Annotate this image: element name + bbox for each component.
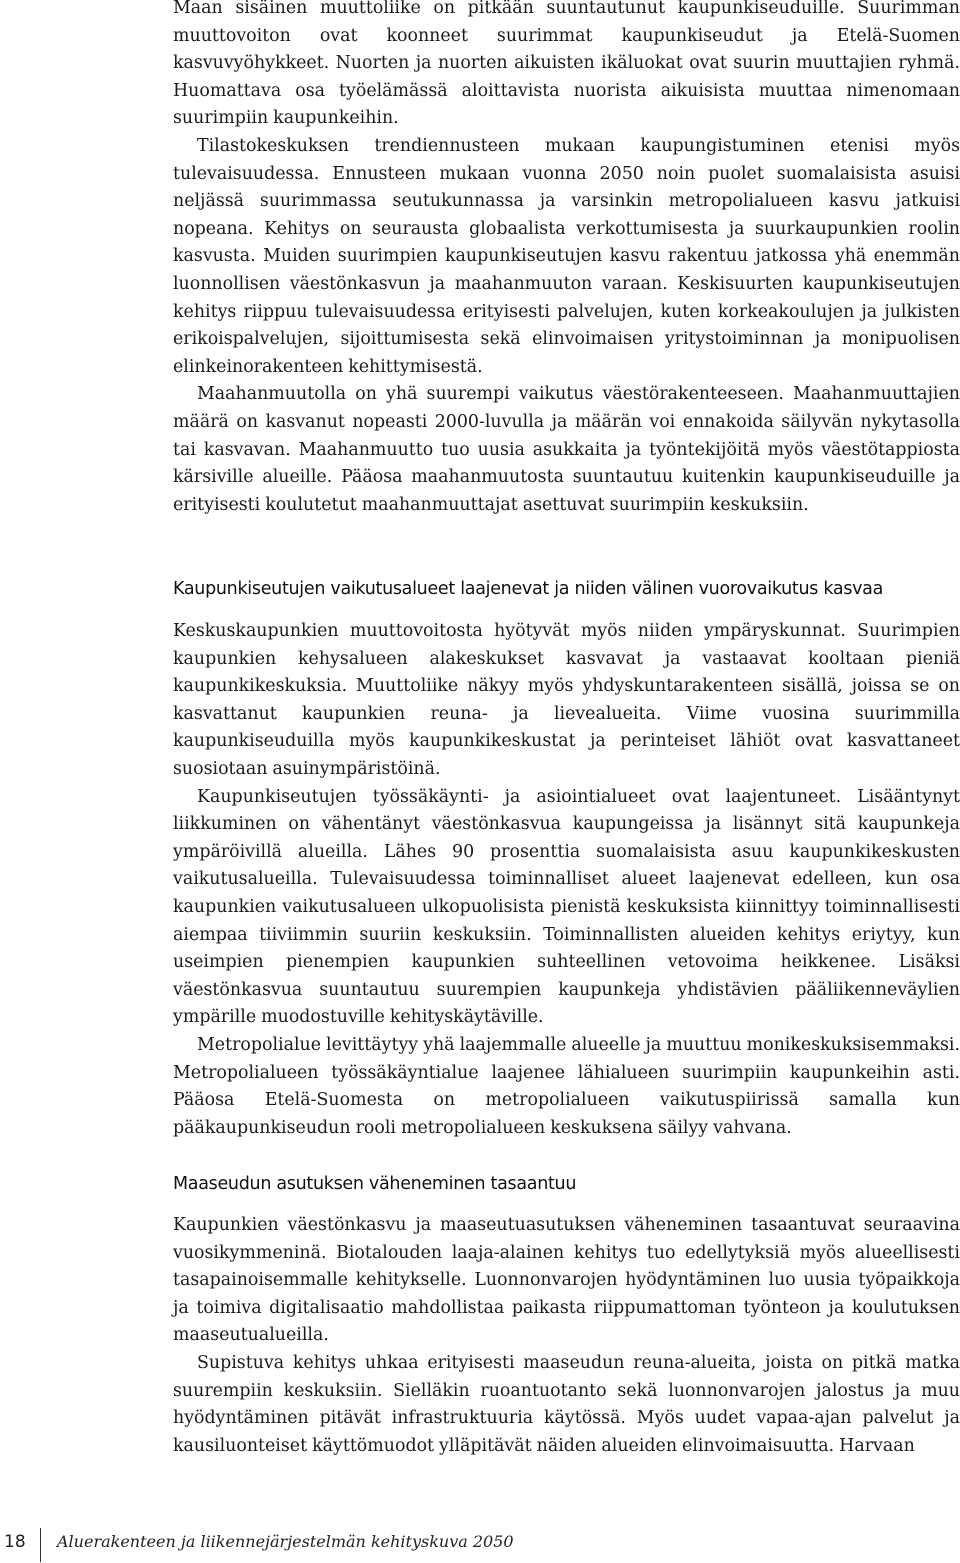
paragraph: Kaupunkien väestönkasvu ja maaseutuasutuksen väheneminen tasaantuvat seuraavina vuosikymmeninä. Biotalouden laaja-alainen kehitys tuo edellytyksiä myös alueellisesti tasapainoisemmalle kehitykselle. Luonnonvarojen hyödyntäminen luo uusia työpaikkoja ja toimiva digitalisaatio mahdollistaa paikasta riippumattoman työnteon ja koulutuksen maaseutualueilla. (173, 1215, 960, 1346)
footer-divider (40, 1528, 41, 1562)
section-1-body (173, 0, 960, 519)
paragraph: Tilastokeskuksen trendiennusteen mukaan kaupungistuminen etenisi myös tulevaisuudessa. Ennusteen mukaan vuonna 2050 noin puolet suomalaisista asuisi neljässä suurimmassa seutukunnassa ja varsinkin metropolialueen kasvu jatkuisi nopeana. Kehitys on seurausta globaalista verkottumisesta ja suurkaupunkien roolin kasvusta. Muiden suurimpien kaupunkiseutujen kasvu rakentuu jatkossa yhä enemmän luonnollisen väestönkasvun ja maahanmuuton varaan. Keskisuurten kaupunkiseutujen kehitys riippuu tulevaisuudessa erityisesti palvelujen, kuten korkeakoulujen ja julkisten erikoispalvelujen, sijoittumisesta sekä elinvoimaisen yritystoiminnan ja monipuolisen elinkeinorakenteen kehittymisestä. (173, 135, 960, 377)
section-heading: Kaupunkiseutujen vaikutusalueet laajenevat ja niiden välinen vuorovaikutus kasvaa (173, 579, 884, 599)
paragraph: Kaupunkiseutujen työssäkäynti- ja asiointialueet ovat laajentuneet. Lisääntynyt liikkuminen on vähentänyt väestönkasvua kaupungeissa ja lisännyt sitä kaupunkeja ympäröivillä alueilla. Lähes 90 prosenttia suomalaisista asuu kaupunkikeskusten vaikutusalueilla. Tulevaisuudessa toiminnalliset alueet laajenevat edelleen, kun osa kaupunkien vaikutusalueen ulkopuolisista pienistä keskuksista kiinnittyy toiminnallisesti aiempaa tiiviimmin suuriin keskuksiin. Toiminnallisten alueiden kehitys eriytyy, kun useimpien pienempien kaupunkien suhteellinen vetovoima heikkenee. Lisäksi väestönkasvua suuntautuu suurempien kaupunkeja yhdistävien pääliikenneväylien ympärille muodostuville kehityskäytäville. (173, 786, 960, 1028)
section-3-body (173, 1212, 960, 1460)
page-footer (0, 1522, 960, 1562)
paragraph: Maahanmuutolla on yhä suurempi vaikutus väestörakenteeseen. Maahanmuuttajien määrä on kasvanut nopeasti 2000-luvulla ja määrän voi ennakoida säilyvän nykytasolla tai kasvavan. Maahanmuutto tuo uusia asukkaita ja työntekijöitä myös väestötappiosta kärsiville alueille. Pääosa maahanmuutosta suuntautuu kuitenkin kaupunkiseuduille ja erityisesti koulutetut maahanmuuttajat asettuvat suurimpiin keskuksiin. (173, 384, 960, 515)
page-number: 18 (4, 1532, 26, 1552)
section-2-body (173, 618, 960, 1142)
paragraph: Maan sisäinen muuttoliike on pitkään suuntautunut kaupunkiseuduille. Suurimman muuttovoiton ovat koonneet suurimmat kaupunkiseudut ja Etelä-Suomen kasvuvyöhykkeet. Nuorten ja nuorten aikuisten ikäluokat ovat suurin muuttajien ryhmä. Huomattava osa työelämässä aloittavista nuorista aikuisista muuttaa nimenomaan suurimpiin kaupunkeihin. (173, 0, 960, 129)
section-heading: Maaseudun asutuksen väheneminen tasaantuu (173, 1174, 577, 1194)
publication-title: Aluerakenteen ja liikennejärjestelmän kehityskuva 2050 (57, 1532, 514, 1551)
paragraph: Supistuva kehitys uhkaa erityisesti maaseudun reuna-alueita, joista on pitkä matka suurempiin keskuksiin. Sielläkin ruoantuotanto sekä luonnonvarojen jalostus ja muu hyödyntäminen pitävät infrastruktuuria käytössä. Myös uudet vapaa-ajan palvelut ja kausiluonteiset käyttömuodot ylläpitävät näiden alueiden elinvoimaisuutta. Harvaan (173, 1352, 960, 1456)
paragraph: Keskuskaupunkien muuttovoitosta hyötyvät myös niiden ympäryskunnat. Suurimpien kaupunkien kehysalueen alakeskukset kasvavat ja vastaavat kooltaan pieniä kaupunkikeskuksia. Muuttoliike näkyy myös yhdyskuntarakenteen sisällä, joissa se on kasvattanut kaupunkien reuna- ja lievealueita. Viime vuosina suurimmilla kaupunkiseuduilla myös kaupunkikeskustat ja perinteiset lähiöt ovat kasvattaneet suosiotaan asuinympäristöinä. (173, 621, 960, 779)
paragraph: Metropolialue levittäytyy yhä laajemmalle alueelle ja muuttuu monikeskuksisemmaksi. Metropolialueen työssäkäyntialue laajenee lähialueen suurimpiin kaupunkeihin asti. Pääosa Etelä-Suomesta on metropolialueen vaikutuspiirissä samalla kun pääkaupunkiseudun rooli metropolialueen keskuksena säilyy vahvana. (173, 1034, 960, 1138)
